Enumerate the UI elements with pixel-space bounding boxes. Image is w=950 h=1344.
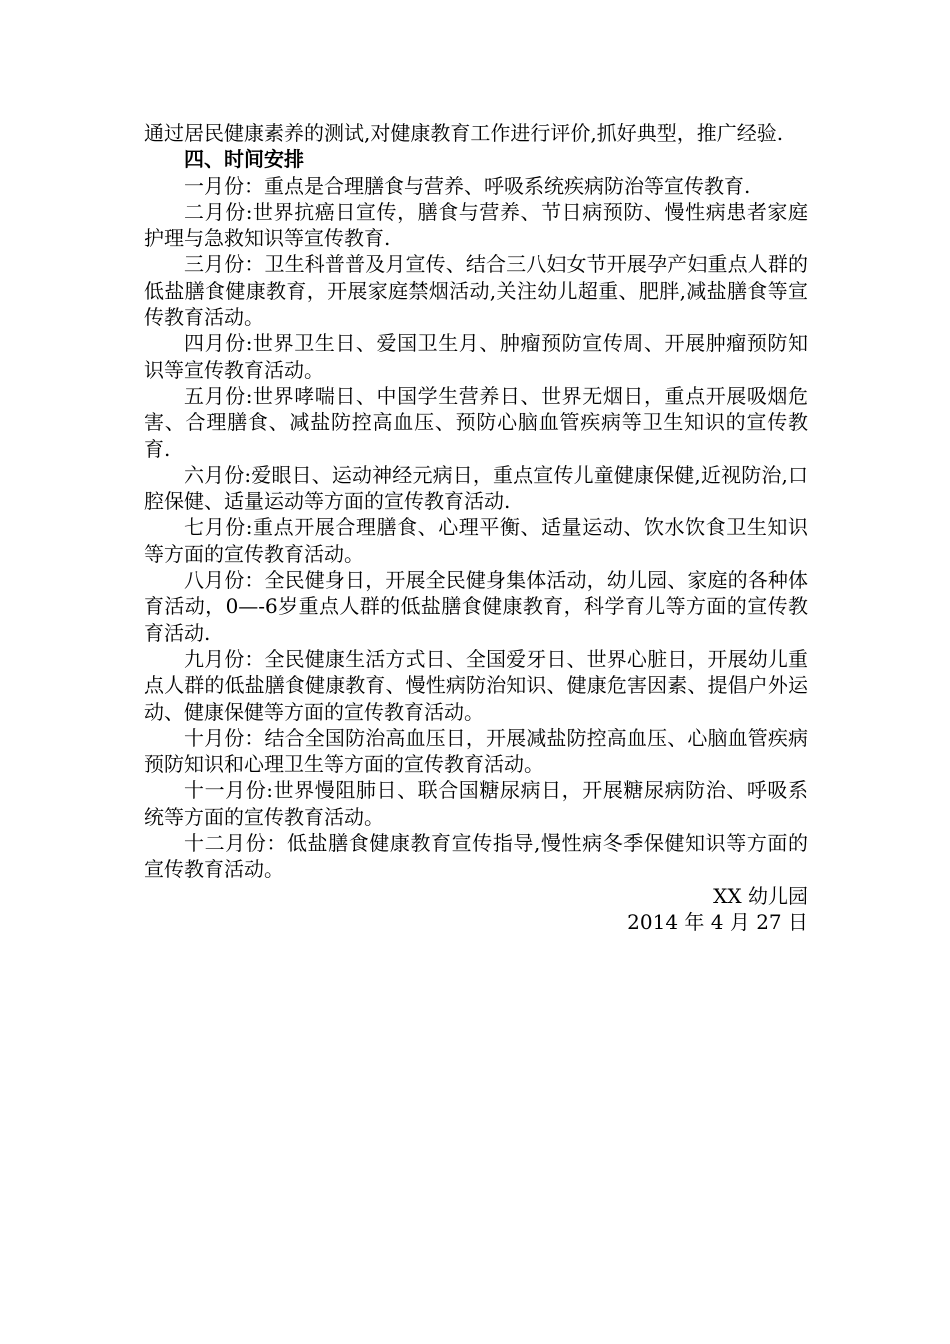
month-paragraph-jan: 一月份：重点是合理膳食与营养、呼吸系统疾病防治等宣传教育. xyxy=(184,173,751,198)
month-paragraph-apr: 四月份:世界卫生日、爱国卫生月、肿瘤预防宣传周、开展肿瘤预防知识等宣传教育活动。 xyxy=(144,331,808,382)
signature-org: XX 幼儿园 xyxy=(713,883,808,908)
month-paragraph-nov: 十一月份:世界慢阻肺日、联合国糖尿病日，开展糖尿病防治、呼吸系统等方面的宣传教育活动。 xyxy=(144,778,808,829)
month-paragraph-mar: 三月份：卫生科普普及月宣传、结合三八妇女节开展孕产妇重点人群的低盐膳食健康教育，开展家庭禁烟活动,关注幼儿超重、肥胖,减盐膳食等宣传教育活动。 xyxy=(144,252,808,330)
signature-date: 2014 年 4 月 27 日 xyxy=(627,909,808,934)
month-paragraph-may: 五月份:世界哮喘日、中国学生营养日、世界无烟日，重点开展吸烟危害、合理膳食、减盐防控高血压、预防心脑血管疾病等卫生知识的宣传教育. xyxy=(144,383,808,461)
document-page xyxy=(144,120,808,935)
section-heading: 四、时间安排 xyxy=(184,147,304,172)
intro-paragraph-tail: 通过居民健康素养的测试,对健康教育工作进行评价,抓好典型，推广经验. xyxy=(144,121,784,145)
month-paragraph-jun: 六月份:爱眼日、运动神经元病日，重点宣传儿童健康保健,近视防治,口腔保健、适量运动等方面的宣传教育活动. xyxy=(144,462,808,514)
month-paragraph-feb: 二月份:世界抗癌日宣传，膳食与营养、节日病预防、慢性病患者家庭护理与急救知识等宣传教育. xyxy=(144,199,808,251)
month-paragraph-jul: 七月份:重点开展合理膳食、心理平衡、适量运动、饮水饮食卫生知识等方面的宣传教育活动。 xyxy=(144,515,808,566)
month-paragraph-sep: 九月份：全民健康生活方式日、全国爱牙日、世界心脏日，开展幼儿重点人群的低盐膳食健康教育、慢性病防治知识、健康危害因素、提倡户外运动、健康保健等方面的宣传教育活动。 xyxy=(144,646,808,724)
month-paragraph-oct: 十月份：结合全国防治高血压日，开展减盐防控高血压、心脑血管疾病预防知识和心理卫生等方面的宣传教育活动。 xyxy=(144,725,808,777)
month-paragraph-dec: 十二月份：低盐膳食健康教育宣传指导,慢性病冬季保健知识等方面的宣传教育活动。 xyxy=(144,831,808,882)
month-paragraph-aug: 八月份：全民健身日，开展全民健身集体活动，幼儿园、家庭的各种体育活动，0—-6岁重点人群的低盐膳食健康教育，科学育儿等方面的宣传教育活动. xyxy=(144,568,808,645)
